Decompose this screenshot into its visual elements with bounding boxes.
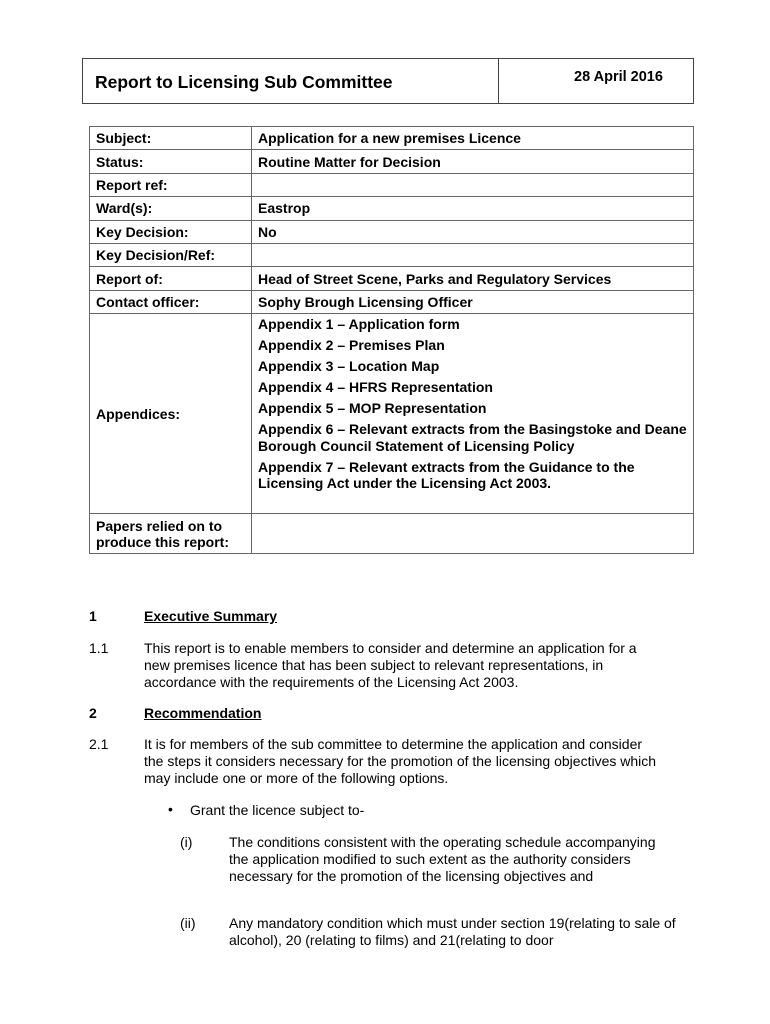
bullet-icon: • bbox=[168, 801, 173, 817]
key-decision-ref-value bbox=[252, 243, 694, 266]
papers-label-line1: Papers relied on to bbox=[96, 517, 223, 534]
subject-value: Application for a new premises Licence bbox=[252, 127, 694, 150]
sub-item-ii-number: (ii) bbox=[180, 915, 196, 931]
section-2-number: 2 bbox=[89, 705, 97, 721]
para-1-1-text: This report is to enable members to consider and determine an application for a new premises licence that has been subject to relevant representations, in accordance with the requirements of the Licensing Act 2003. bbox=[144, 640, 637, 690]
status-row bbox=[90, 150, 694, 173]
report-of-label: Report of: bbox=[90, 267, 252, 290]
key-decision-ref-row bbox=[90, 243, 694, 266]
subject-label: Subject: bbox=[90, 127, 252, 150]
key-decision-row bbox=[90, 220, 694, 243]
report-ref-label: Report ref: bbox=[90, 173, 252, 196]
para-2-1-number: 2.1 bbox=[89, 736, 109, 752]
sub-item-i-number: (i) bbox=[180, 834, 193, 850]
contact-officer-value: Sophy Brough Licensing Officer bbox=[252, 290, 694, 313]
status-value: Routine Matter for Decision bbox=[252, 150, 694, 173]
report-ref-row bbox=[90, 173, 694, 196]
status-label: Status: bbox=[90, 150, 252, 173]
appendices-label: Appendices: bbox=[90, 314, 252, 514]
report-title: Report to Licensing Sub Committee bbox=[95, 72, 393, 92]
papers-label-line2: produce this report: bbox=[96, 533, 230, 550]
section-2-heading: Recommendation bbox=[144, 705, 262, 721]
appendix-item: Appendix 3 – Location Map bbox=[258, 358, 440, 375]
appendices-list-cell bbox=[252, 314, 694, 514]
report-ref-value bbox=[252, 173, 694, 196]
para-1-1-number: 1.1 bbox=[89, 640, 109, 656]
report-info-table bbox=[89, 126, 694, 554]
papers-label bbox=[90, 514, 252, 554]
appendix-item: Appendix 1 – Application form bbox=[258, 316, 460, 333]
papers-row bbox=[90, 514, 694, 554]
contact-officer-label: Contact officer: bbox=[90, 290, 252, 313]
key-decision-value: No bbox=[252, 220, 694, 243]
report-of-value: Head of Street Scene, Parks and Regulatory Services bbox=[252, 267, 694, 290]
appendices-list bbox=[258, 314, 687, 492]
appendix-item: Appendix 6 – Relevant extracts from the Basingstoke and Deane Borough Council Statement of Licensing Policy bbox=[258, 421, 687, 454]
wards-value: Eastrop bbox=[252, 197, 694, 220]
sub-item-ii-text: Any mandatory condition which must under section 19(relating to sale of alcohol), 20 (relating to films) and 21(relating to door bbox=[229, 915, 676, 948]
bullet-text: Grant the licence subject to- bbox=[190, 802, 365, 818]
para-2-1-text: It is for members of the sub committee to determine the application and consider the steps it considers necessary for the promotion of the licensing objectives which may include one or more of the following options. bbox=[144, 736, 657, 786]
section-1-heading: Executive Summary bbox=[144, 608, 278, 624]
contact-officer-row bbox=[90, 290, 694, 313]
appendix-item: Appendix 4 – HFRS Representation bbox=[258, 379, 493, 396]
header-divider bbox=[498, 58, 499, 104]
papers-value bbox=[252, 514, 694, 554]
subject-row bbox=[90, 127, 694, 150]
appendices-row bbox=[90, 314, 694, 514]
section-1-number: 1 bbox=[89, 608, 97, 624]
appendix-item: Appendix 7 – Relevant extracts from the Guidance to the Licensing Act under the Licensing Act 2003. bbox=[258, 458, 635, 492]
sub-item-i-text: The conditions consistent with the operating schedule accompanying the application modified to such extent as the authority considers necessary for the promotion of the licensing objectives and bbox=[229, 834, 656, 884]
report-date: 28 April 2016 bbox=[574, 69, 663, 85]
appendix-item: Appendix 5 – MOP Representation bbox=[258, 400, 487, 417]
wards-row bbox=[90, 197, 694, 220]
key-decision-ref-label: Key Decision/Ref: bbox=[90, 243, 252, 266]
appendix-item: Appendix 2 – Premises Plan bbox=[258, 337, 445, 354]
key-decision-label: Key Decision: bbox=[90, 220, 252, 243]
wards-label: Ward(s): bbox=[90, 197, 252, 220]
report-of-row bbox=[90, 267, 694, 290]
